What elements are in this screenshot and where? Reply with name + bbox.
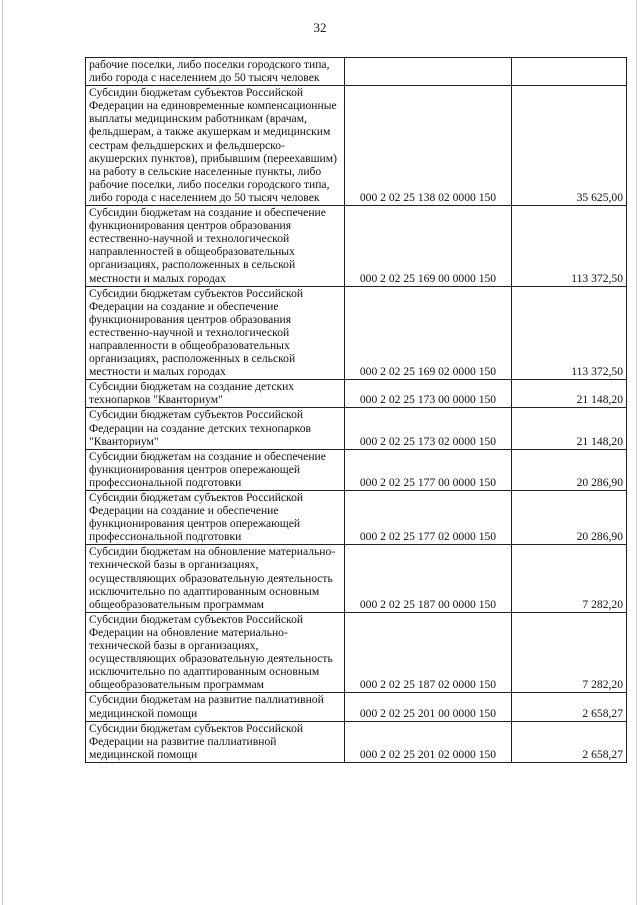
row-name: Субсидии бюджетам субъектов Российской Федерации на обновление материально-технической базы в организациях, осуществляющих образовательную деятельность исключительно по адаптированным основным общеобразовательным программам	[86, 612, 345, 693]
budget-table-body	[86, 58, 627, 763]
row-code: 000 2 02 25 169 02 0000 150	[345, 286, 512, 380]
table-row	[86, 449, 627, 490]
row-name: Субсидии бюджетам субъектов Российской Федерации на создание и обеспечение функционирования центров образования естественно-научной и технологической направленности в общеобразовательных организациях, расположенных в сельской местности и малых городах	[86, 286, 345, 380]
row-amount: 20 286,90	[512, 491, 627, 545]
row-amount: 2 658,27	[512, 721, 627, 762]
row-amount: 21 148,20	[512, 408, 627, 449]
table-row	[86, 721, 627, 762]
table-row	[86, 86, 627, 206]
table-row	[86, 693, 627, 721]
row-amount: 35 625,00	[512, 86, 627, 206]
table-row	[86, 491, 627, 545]
row-name: Субсидии бюджетам субъектов Российской Федерации на создание детских технопарков "Кванториум"	[86, 408, 345, 449]
row-name: рабочие поселки, либо поселки городского типа, либо города с населением до 50 тысяч человек	[86, 58, 345, 86]
row-amount	[512, 58, 627, 86]
table-row	[86, 58, 627, 86]
scan-edge-right	[636, 0, 637, 905]
budget-table	[85, 57, 627, 763]
row-name: Субсидии бюджетам субъектов Российской Федерации на создание и обеспечение функционирования центров опережающей профессиональной подготовки	[86, 491, 345, 545]
row-name: Субсидии бюджетам на развитие паллиативной медицинской помощи	[86, 693, 345, 721]
row-name: Субсидии бюджетам субъектов Российской Федерации на единовременные компенсационные выплаты медицинским работникам (врачам, фельдшерам, а также акушеркам и медицинским сестрам фельдшерских и фельдшерско-акушерских пунктов), прибывшим (переехавшим) на работу в сельские населенные пункты, либо рабочие поселки, либо поселки городского типа, либо города с населением до 50 тысяч человек	[86, 86, 345, 206]
row-name: Субсидии бюджетам на обновление материально-технической базы в организациях, осуществляющих образовательную деятельность исключительно по адаптированным основным общеобразовательным программам	[86, 545, 345, 612]
page-number: 32	[313, 20, 327, 35]
row-code: 000 2 02 25 201 00 0000 150	[345, 693, 512, 721]
row-code: 000 2 02 25 138 02 0000 150	[345, 86, 512, 206]
row-amount: 21 148,20	[512, 380, 627, 408]
row-amount: 2 658,27	[512, 693, 627, 721]
row-code: 000 2 02 25 177 02 0000 150	[345, 491, 512, 545]
scan-edge-left	[2, 0, 3, 905]
row-amount: 7 282,20	[512, 612, 627, 693]
table-row	[86, 380, 627, 408]
row-code: 000 2 02 25 187 02 0000 150	[345, 612, 512, 693]
row-name: Субсидии бюджетам на создание и обеспечение функционирования центров образования естественно-научной и технологической направленностей в общеобразовательных организациях, расположенных в сельской местности и малых городах	[86, 206, 345, 287]
row-name: Субсидии бюджетам на создание детских технопарков "Кванториум"	[86, 380, 345, 408]
row-name: Субсидии бюджетам на создание и обеспечение функционирования центров опережающей профессиональной подготовки	[86, 449, 345, 490]
row-name: Субсидии бюджетам субъектов Российской Федерации на развитие паллиативной медицинской помощи	[86, 721, 345, 762]
row-code	[345, 58, 512, 86]
table-row	[86, 206, 627, 287]
row-amount: 113 372,50	[512, 286, 627, 380]
row-code: 000 2 02 25 173 02 0000 150	[345, 408, 512, 449]
table-row	[86, 408, 627, 449]
row-code: 000 2 02 25 177 00 0000 150	[345, 449, 512, 490]
row-amount: 7 282,20	[512, 545, 627, 612]
row-code: 000 2 02 25 187 00 0000 150	[345, 545, 512, 612]
row-code: 000 2 02 25 169 00 0000 150	[345, 206, 512, 287]
table-row	[86, 545, 627, 612]
row-amount: 20 286,90	[512, 449, 627, 490]
row-amount: 113 372,50	[512, 206, 627, 287]
row-code: 000 2 02 25 173 00 0000 150	[345, 380, 512, 408]
table-row	[86, 286, 627, 380]
table-row	[86, 612, 627, 693]
row-code: 000 2 02 25 201 02 0000 150	[345, 721, 512, 762]
